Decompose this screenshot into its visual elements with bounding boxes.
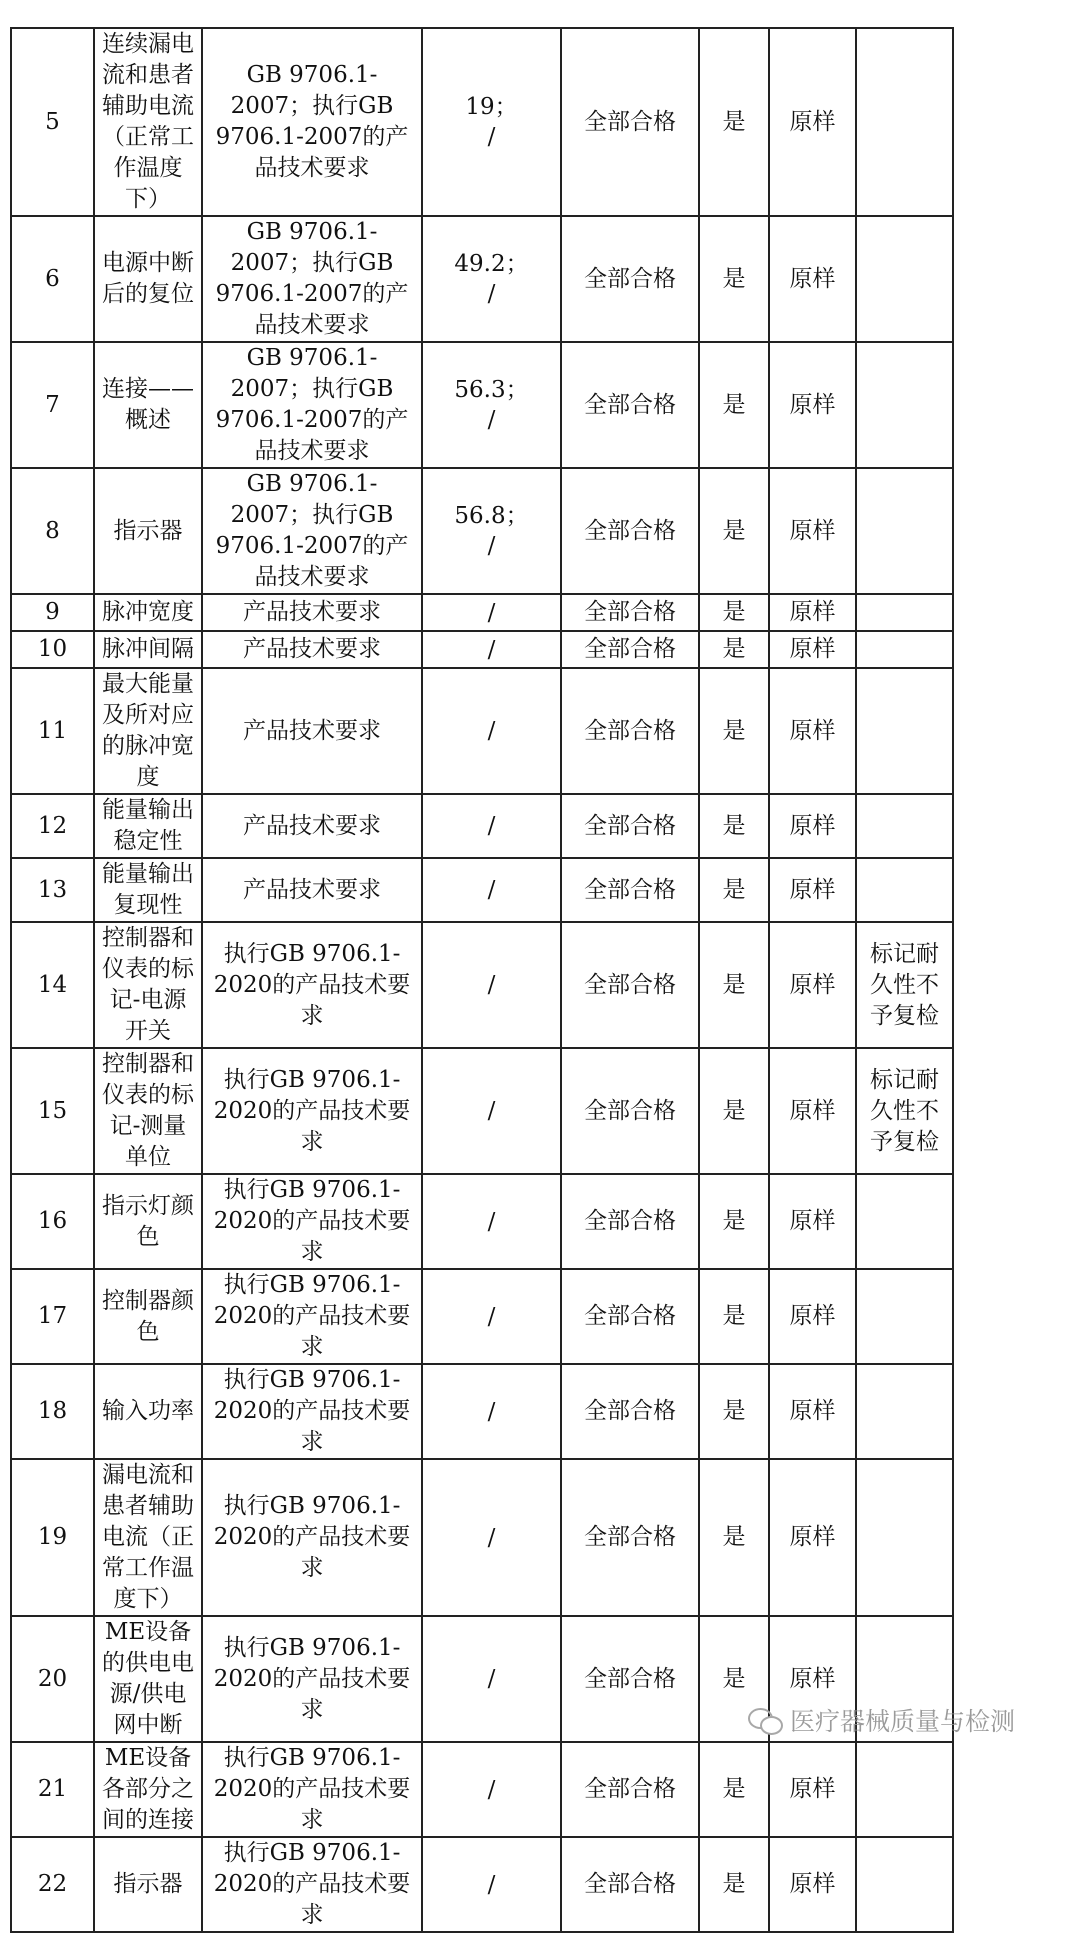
test-basis-cell: 产品技术要求 — [202, 858, 422, 922]
test-item-cell: 指示器 — [94, 468, 202, 594]
results-table-body — [11, 28, 953, 1932]
test-item-cell: 电源中断后的复位 — [94, 216, 202, 342]
note-cell — [856, 1174, 953, 1269]
flag-cell: 是 — [699, 1364, 769, 1459]
test-item-cell: 最大能量及所对应的脉冲宽度 — [94, 668, 202, 794]
clause-cell: / — [422, 1048, 561, 1174]
note-cell — [856, 28, 953, 216]
clause-cell: / — [422, 1742, 561, 1837]
test-item-cell: 控制器颜色 — [94, 1269, 202, 1364]
clause-cell: / — [422, 1364, 561, 1459]
note-cell — [856, 1742, 953, 1837]
sample-cell: 原样 — [769, 1616, 856, 1742]
test-basis-cell: GB 9706.1-2007；执行GB 9706.1-2007的产品技术要求 — [202, 216, 422, 342]
test-basis-cell: 执行GB 9706.1-2020的产品技术要求 — [202, 1269, 422, 1364]
wechat-watermark — [748, 1700, 1068, 1740]
result-cell: 全部合格 — [561, 1742, 699, 1837]
row-number-cell: 17 — [11, 1269, 94, 1364]
table-row — [11, 216, 953, 342]
note-cell — [856, 668, 953, 794]
flag-cell: 是 — [699, 216, 769, 342]
result-cell: 全部合格 — [561, 28, 699, 216]
flag-cell: 是 — [699, 1459, 769, 1616]
note-cell — [856, 216, 953, 342]
flag-cell: 是 — [699, 1837, 769, 1932]
test-basis-cell: 执行GB 9706.1-2020的产品技术要求 — [202, 922, 422, 1048]
result-cell: 全部合格 — [561, 1459, 699, 1616]
flag-cell: 是 — [699, 594, 769, 631]
row-number-cell: 12 — [11, 794, 94, 858]
result-cell: 全部合格 — [561, 1174, 699, 1269]
test-item-cell: ME设备的供电电源/供电网中断 — [94, 1616, 202, 1742]
table-row — [11, 668, 953, 794]
clause-cell: / — [422, 1616, 561, 1742]
flag-cell: 是 — [699, 1174, 769, 1269]
clause-cell: / — [422, 631, 561, 668]
row-number-cell: 21 — [11, 1742, 94, 1837]
sample-cell: 原样 — [769, 1837, 856, 1932]
table-row — [11, 1174, 953, 1269]
row-number-cell: 20 — [11, 1616, 94, 1742]
test-basis-cell: GB 9706.1-2007；执行GB 9706.1-2007的产品技术要求 — [202, 28, 422, 216]
test-item-cell: 控制器和仪表的标记-测量单位 — [94, 1048, 202, 1174]
flag-cell: 是 — [699, 342, 769, 468]
sample-cell: 原样 — [769, 858, 856, 922]
row-number-cell: 16 — [11, 1174, 94, 1269]
flag-cell: 是 — [699, 794, 769, 858]
row-number-cell: 15 — [11, 1048, 94, 1174]
test-item-cell: 脉冲宽度 — [94, 594, 202, 631]
row-number-cell: 19 — [11, 1459, 94, 1616]
result-cell: 全部合格 — [561, 1837, 699, 1932]
row-number-cell: 6 — [11, 216, 94, 342]
table-row — [11, 794, 953, 858]
test-item-cell: 连续漏电流和患者辅助电流（正常工作温度下） — [94, 28, 202, 216]
note-cell — [856, 794, 953, 858]
test-item-cell: ME设备各部分之间的连接 — [94, 1742, 202, 1837]
flag-cell: 是 — [699, 1742, 769, 1837]
test-basis-cell: 产品技术要求 — [202, 594, 422, 631]
sample-cell: 原样 — [769, 1742, 856, 1837]
note-cell — [856, 1837, 953, 1932]
row-number-cell: 22 — [11, 1837, 94, 1932]
sample-cell: 原样 — [769, 631, 856, 668]
row-number-cell: 5 — [11, 28, 94, 216]
result-cell: 全部合格 — [561, 1048, 699, 1174]
sample-cell: 原样 — [769, 1048, 856, 1174]
table-row — [11, 468, 953, 594]
test-basis-cell: 执行GB 9706.1-2020的产品技术要求 — [202, 1048, 422, 1174]
note-cell — [856, 1269, 953, 1364]
test-basis-cell: 执行GB 9706.1-2020的产品技术要求 — [202, 1459, 422, 1616]
test-basis-cell: GB 9706.1-2007；执行GB 9706.1-2007的产品技术要求 — [202, 468, 422, 594]
sample-cell: 原样 — [769, 1364, 856, 1459]
result-cell: 全部合格 — [561, 668, 699, 794]
row-number-cell: 7 — [11, 342, 94, 468]
clause-cell: / — [422, 922, 561, 1048]
row-number-cell: 11 — [11, 668, 94, 794]
table-row — [11, 1837, 953, 1932]
note-cell — [856, 858, 953, 922]
flag-cell: 是 — [699, 1269, 769, 1364]
sample-cell: 原样 — [769, 468, 856, 594]
test-item-cell: 指示器 — [94, 1837, 202, 1932]
note-cell — [856, 631, 953, 668]
table-row — [11, 922, 953, 1048]
clause-cell: 56.3； / — [422, 342, 561, 468]
test-item-cell: 漏电流和患者辅助电流（正常工作温度下） — [94, 1459, 202, 1616]
note-cell — [856, 468, 953, 594]
flag-cell: 是 — [699, 468, 769, 594]
row-number-cell: 8 — [11, 468, 94, 594]
table-row — [11, 631, 953, 668]
test-item-cell: 指示灯颜色 — [94, 1174, 202, 1269]
row-number-cell: 10 — [11, 631, 94, 668]
row-number-cell: 18 — [11, 1364, 94, 1459]
flag-cell: 是 — [699, 28, 769, 216]
sample-cell: 原样 — [769, 668, 856, 794]
result-cell: 全部合格 — [561, 794, 699, 858]
clause-cell: / — [422, 1459, 561, 1616]
result-cell: 全部合格 — [561, 342, 699, 468]
clause-cell: / — [422, 594, 561, 631]
watermark-text: 医疗器械质量与检测 — [790, 1707, 1016, 1736]
test-basis-cell: 产品技术要求 — [202, 668, 422, 794]
test-item-cell: 控制器和仪表的标记-电源开关 — [94, 922, 202, 1048]
table-row — [11, 1364, 953, 1459]
results-table — [10, 27, 954, 1933]
row-number-cell: 13 — [11, 858, 94, 922]
sample-cell: 原样 — [769, 922, 856, 1048]
result-cell: 全部合格 — [561, 1269, 699, 1364]
note-cell — [856, 1364, 953, 1459]
sample-cell: 原样 — [769, 216, 856, 342]
note-cell: 标记耐久性不予复检 — [856, 922, 953, 1048]
test-basis-cell: 执行GB 9706.1-2020的产品技术要求 — [202, 1364, 422, 1459]
sample-cell: 原样 — [769, 1269, 856, 1364]
result-cell: 全部合格 — [561, 858, 699, 922]
result-cell: 全部合格 — [561, 631, 699, 668]
table-row — [11, 1269, 953, 1364]
results-table-container — [10, 27, 954, 1933]
result-cell: 全部合格 — [561, 1616, 699, 1742]
test-item-cell: 脉冲间隔 — [94, 631, 202, 668]
test-item-cell: 能量输出稳定性 — [94, 794, 202, 858]
table-row — [11, 342, 953, 468]
table-row — [11, 1048, 953, 1174]
test-item-cell: 连接——概述 — [94, 342, 202, 468]
note-cell — [856, 342, 953, 468]
flag-cell: 是 — [699, 1616, 769, 1742]
test-item-cell: 输入功率 — [94, 1364, 202, 1459]
clause-cell: 19； / — [422, 28, 561, 216]
result-cell: 全部合格 — [561, 468, 699, 594]
table-row — [11, 1459, 953, 1616]
clause-cell: / — [422, 668, 561, 794]
note-cell — [856, 594, 953, 631]
test-basis-cell: GB 9706.1-2007；执行GB 9706.1-2007的产品技术要求 — [202, 342, 422, 468]
table-row — [11, 858, 953, 922]
sample-cell: 原样 — [769, 594, 856, 631]
result-cell: 全部合格 — [561, 922, 699, 1048]
clause-cell: / — [422, 794, 561, 858]
clause-cell: / — [422, 1269, 561, 1364]
test-basis-cell: 产品技术要求 — [202, 794, 422, 858]
result-cell: 全部合格 — [561, 1364, 699, 1459]
row-number-cell: 14 — [11, 922, 94, 1048]
row-number-cell: 9 — [11, 594, 94, 631]
sample-cell: 原样 — [769, 1459, 856, 1616]
sample-cell: 原样 — [769, 794, 856, 858]
test-basis-cell: 执行GB 9706.1-2020的产品技术要求 — [202, 1742, 422, 1837]
sample-cell: 原样 — [769, 1174, 856, 1269]
sample-cell: 原样 — [769, 28, 856, 216]
table-row — [11, 28, 953, 216]
flag-cell: 是 — [699, 1048, 769, 1174]
test-basis-cell: 产品技术要求 — [202, 631, 422, 668]
flag-cell: 是 — [699, 922, 769, 1048]
flag-cell: 是 — [699, 668, 769, 794]
clause-cell: / — [422, 858, 561, 922]
clause-cell: / — [422, 1174, 561, 1269]
note-cell: 标记耐久性不予复检 — [856, 1048, 953, 1174]
flag-cell: 是 — [699, 858, 769, 922]
result-cell: 全部合格 — [561, 216, 699, 342]
note-cell — [856, 1459, 953, 1616]
test-basis-cell: 执行GB 9706.1-2020的产品技术要求 — [202, 1174, 422, 1269]
sample-cell: 原样 — [769, 342, 856, 468]
clause-cell: 56.8； / — [422, 468, 561, 594]
wechat-icon — [748, 1706, 782, 1734]
clause-cell: / — [422, 1837, 561, 1932]
clause-cell: 49.2； / — [422, 216, 561, 342]
test-item-cell: 能量输出复现性 — [94, 858, 202, 922]
table-row — [11, 594, 953, 631]
test-basis-cell: 执行GB 9706.1-2020的产品技术要求 — [202, 1837, 422, 1932]
table-row — [11, 1742, 953, 1837]
test-basis-cell: 执行GB 9706.1-2020的产品技术要求 — [202, 1616, 422, 1742]
result-cell: 全部合格 — [561, 594, 699, 631]
flag-cell: 是 — [699, 631, 769, 668]
